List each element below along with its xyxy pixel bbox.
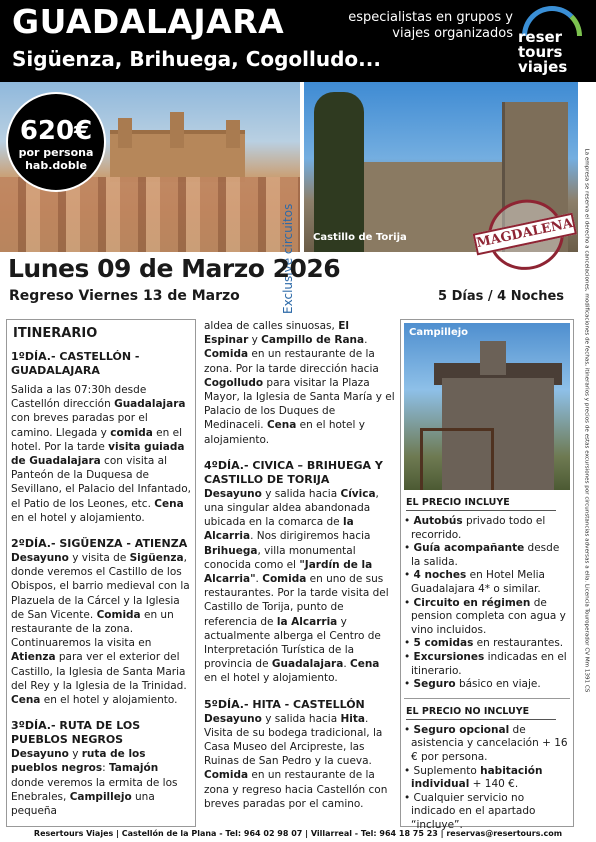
castle-tower <box>226 120 240 148</box>
price-basis: hab.doble <box>25 159 87 172</box>
excludes-item: • Cualquier servicio no indicado en el apartado “incluye”. <box>404 792 570 833</box>
church-porch <box>420 428 494 490</box>
photo-caption-campillejo: Campillejo <box>409 327 469 338</box>
includes-heading: EL PRECIO INCLUYE <box>406 497 556 511</box>
castle-tower <box>118 118 132 148</box>
includes-item: • Circuito en régimen de pension completa con agua y vino incluidos. <box>404 597 570 638</box>
castle-tower <box>170 112 184 148</box>
includes-list <box>404 515 570 692</box>
price-per-person: por persona <box>18 146 94 159</box>
footer-contact: Resertours Viajes | Castellón de la Plana - Tel: 964 02 98 07 | Villarreal - Tel: 964 18 75 23 | reservas@resertours.com <box>33 829 563 838</box>
day4-title: 4ºDÍA.- CIVICA – BRIHUEGA Y CASTILLO DE TORIJA <box>204 458 383 486</box>
resertours-logo <box>516 6 588 78</box>
trip-duration: 5 Días / 4 Noches <box>438 289 565 304</box>
price-badge <box>6 92 106 192</box>
tagline: especialistas en grupos y viajes organizados <box>348 10 513 41</box>
price-amount: 620€ <box>19 116 93 146</box>
photo-campillejo <box>404 323 570 490</box>
day2-title: 2ºDÍA.- SIGÜENZA - ATIENZA <box>11 537 188 551</box>
photo-caption-guadalajara: Guadalajara <box>7 314 76 325</box>
excludes-item: • Seguro opcional de asistencia y cancelación + 16 € por persona. <box>404 724 570 765</box>
itinerary-heading: ITINERARIO <box>13 326 98 341</box>
circuitos-vertical-label: Exclusive circuitos <box>281 203 295 314</box>
header-banner <box>0 0 596 82</box>
stamp-text: MAGDALENA <box>473 213 577 256</box>
day1-text: Salida a las 07:30h desde Castellón dirección Guadalajara con breves paradas por el camino. Llegada y comida en el hotel. Por la tarde visita guiada de Guadalajara con visita al Panteón de la Duquesa de Sevillano, el Palacio del Infantado, el Patio de los Leones, etc. Cena en el hotel y alojamiento. <box>11 384 191 524</box>
includes-item: • Autobús privado todo el recorrido. <box>404 515 570 542</box>
departure-date: Lunes 09 de Marzo 2026 <box>8 254 341 283</box>
page-title: GUADALAJARA <box>12 2 285 41</box>
itinerary-column-1 <box>6 319 196 827</box>
logo-text: reser tours viajes <box>518 28 568 76</box>
tree-shape <box>314 92 364 252</box>
day5-text: Desayuno y salida hacia Hita. Visita de su bodega tradicional, la Casa Museo del Arcipreste, las Ruinas de San Pedro y la cueva. Comida en un restaurante de la zona y regreso hacia Castellón con breves paradas por el camino. <box>204 712 388 810</box>
page-subtitle: Sigüenza, Brihuega, Cogolludo... <box>12 47 381 71</box>
day1-title: 1ºDÍA.- CASTELLÓN - GUADALAJARA <box>11 350 140 377</box>
excludes-item: • Suplemento habitación individual + 140 €. <box>404 765 570 792</box>
day5-title: 5ºDÍA.- HITA - CASTELLÓN <box>204 697 365 711</box>
church-bell-tower <box>480 341 506 375</box>
photo-caption-torija: Castillo de Torija <box>313 232 407 243</box>
day2-text: Desayuno y visita de Sigüenza, donde veremos el Castillo de los Obispos, el barrio medieval con la Plazuela de la Cárcel y la Iglesia de San Vicente. Comida en un restaurante de la zona. Continuaremos la visita en Atienza para ver el exterior del Castillo, la Iglesia de Santa Maria del Rey y la Iglesia de la Trinidad. Cena en el hotel y alojamiento. <box>11 552 190 707</box>
day3-text-start: Desayuno y ruta de los pueblos negros: Tamajón donde veremos la ermita de los Enebrales, Campillejo una pequeña <box>11 748 178 818</box>
includes-item: • Guía acompañante desde la salida. <box>404 542 570 569</box>
itinerary-column-2 <box>203 319 395 827</box>
divider <box>404 698 570 699</box>
excludes-list <box>404 724 570 833</box>
day3-title: 3ºDÍA.- RUTA DE LOS PUEBLOS NEGROS <box>11 719 141 747</box>
price-details-column <box>400 319 574 831</box>
includes-item: • Seguro básico en viaje. <box>404 678 570 692</box>
includes-item: • Excursiones indicadas en el itinerario. <box>404 651 570 678</box>
excludes-heading: EL PRECIO NO INCLUYE <box>406 706 556 720</box>
includes-item: • 5 comidas en restaurantes. <box>404 637 570 651</box>
includes-item: • 4 noches en Hotel Melia Guadalajara 4* o similar. <box>404 569 570 596</box>
day4-text: Desayuno y salida hacia Cívica, una singular aldea abandonada ubicada en la comarca de la Alcarria. Nos dirigiremos hacia Brihuega, villa monumental conocida como el "Jardín de la Alcarria". Comida en uno de sus restaurantes. Por la tarde visita del Castillo de Torija, punto de referencia de la Alcarria y actualmente alberga el Centro de Interpretación Turística de la provincia de Guadalajara. Cena en el hotel y alojamiento. <box>204 487 389 685</box>
day3-text-end: aldea de calles sinuosas, El Espinar y Campillo de Rana. Comida en un restaurante de la zona. Por la tarde dirección hacia Cogolludo para visitar la Plaza Mayor, la Iglesia de Santa María y el Palacio de los Duques de Medinaceli. Cena en el hotel y alojamiento. <box>204 320 395 446</box>
legal-side-note: La empresa se reserva el derecho a cancelaciones, modificaciones de fechas, itinerarios y precios de estas excursiones por circunstancias adversas a ella. Licencia Touroperador CV Mm 1391 CS <box>583 148 590 693</box>
return-date: Regreso Viernes 13 de Marzo <box>9 288 240 304</box>
